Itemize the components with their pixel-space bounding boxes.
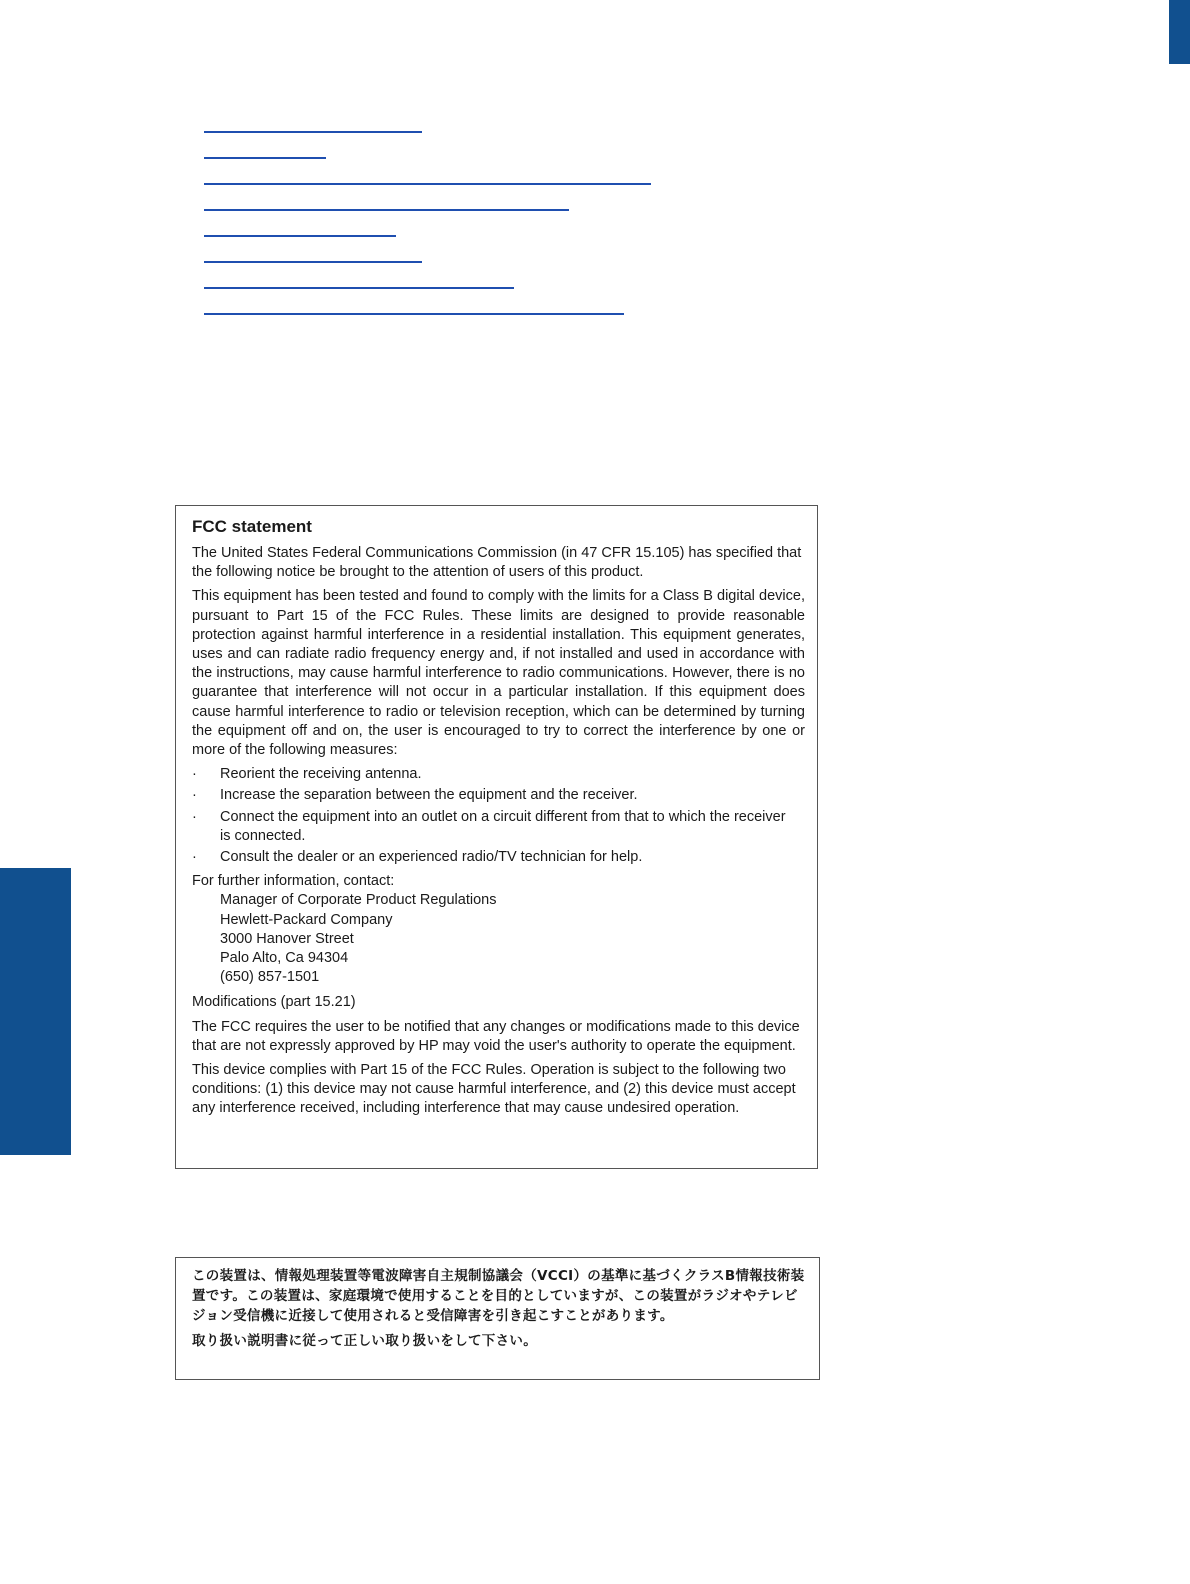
fcc-measures-list [192, 765, 792, 867]
fcc-body: This equipment has been tested and found to comply with the limits for a Class B digital device, pursuant to Part 15 of the FCC Rules. These limits are designed to provide reasonable protection against harmful interference in a residential installation. This equipment generates, uses and can radiate radio frequency energy and, if not installed and used in accordance with the instructions, may cause harmful interference to radio communications. However, there is no guarantee that interference will not occur in a particular installation. If this equipment does cause harmful interference to radio or television reception, which can be determined by turning the equipment off and on, the user is encouraged to try to correct the interference by one or more of the following measures: [192, 588, 805, 759]
bullet-icon: · [192, 766, 197, 783]
measure-text: Reorient the receiving antenna. [220, 766, 422, 783]
link-underline-4[interactable] [204, 209, 569, 211]
bullet-icon: · [192, 808, 197, 825]
vcci-notice-box [175, 1257, 820, 1380]
list-item [192, 808, 792, 846]
chapter-side-tab [0, 868, 71, 1155]
modifications-text: The FCC requires the user to be notified that any changes or modifications made to this device that are not expressly approved by HP may void the user's authority to operate the equipment. [192, 1018, 800, 1054]
contact-heading: For further information, contact: [192, 873, 395, 890]
fcc-intro: The United States Federal Communications Commission (in 47 CFR 15.105) has specified that the following notice be brought to the attention of users of this product. [192, 545, 802, 581]
fcc-title: FCC statement [192, 517, 312, 536]
link-underline-7[interactable] [204, 287, 514, 289]
contact-line: Hewlett-Packard Company [220, 911, 393, 928]
bullet-icon: · [192, 787, 197, 804]
measure-text: Connect the equipment into an outlet on a circuit different from that to which the receiver is connected. [220, 808, 786, 844]
bullet-icon: · [192, 849, 197, 866]
measure-text: Increase the separation between the equipment and the receiver. [220, 787, 638, 804]
list-item [192, 848, 792, 867]
vcci-paragraph-1: この装置は、情報処理装置等電波障害自主規制協議会（VCCI）の基準に基づくクラスB情報技術装置です。この装置は、家庭環境で使用することを目的としていますが、この装置がラジオやテレビジョン受信機に近接して使用されると受信障害を引き起こすことがあります。 [192, 1268, 805, 1324]
link-underline-5[interactable] [204, 235, 396, 237]
modifications-heading: Modifications (part 15.21) [192, 994, 356, 1011]
contact-line: 3000 Hanover Street [220, 930, 354, 947]
link-underline-8[interactable] [204, 313, 624, 315]
link-underline-2[interactable] [204, 157, 326, 159]
compliance-text: This device complies with Part 15 of the FCC Rules. Operation is subject to the following two conditions: (1) this device may not cause harmful interference, and (2) this device must accept any interference received, including interference that may cause undesired operation. [192, 1062, 796, 1117]
contact-line: Palo Alto, Ca 94304 [220, 950, 349, 967]
list-item [192, 786, 792, 805]
page-corner-bar [1169, 0, 1190, 64]
link-underline-6[interactable] [204, 261, 422, 263]
contact-line: Manager of Corporate Product Regulations [220, 892, 497, 909]
contact-block [192, 872, 817, 987]
fcc-statement-box [175, 505, 818, 1169]
measure-text: Consult the dealer or an experienced radio/TV technician for help. [220, 849, 643, 866]
link-underline-1[interactable] [204, 131, 422, 133]
vcci-paragraph-2: 取り扱い説明書に従って正しい取り扱いをして下さい。 [192, 1333, 537, 1349]
contact-line: (650) 857-1501 [220, 969, 320, 986]
list-item [192, 765, 792, 784]
link-underline-3[interactable] [204, 183, 651, 185]
